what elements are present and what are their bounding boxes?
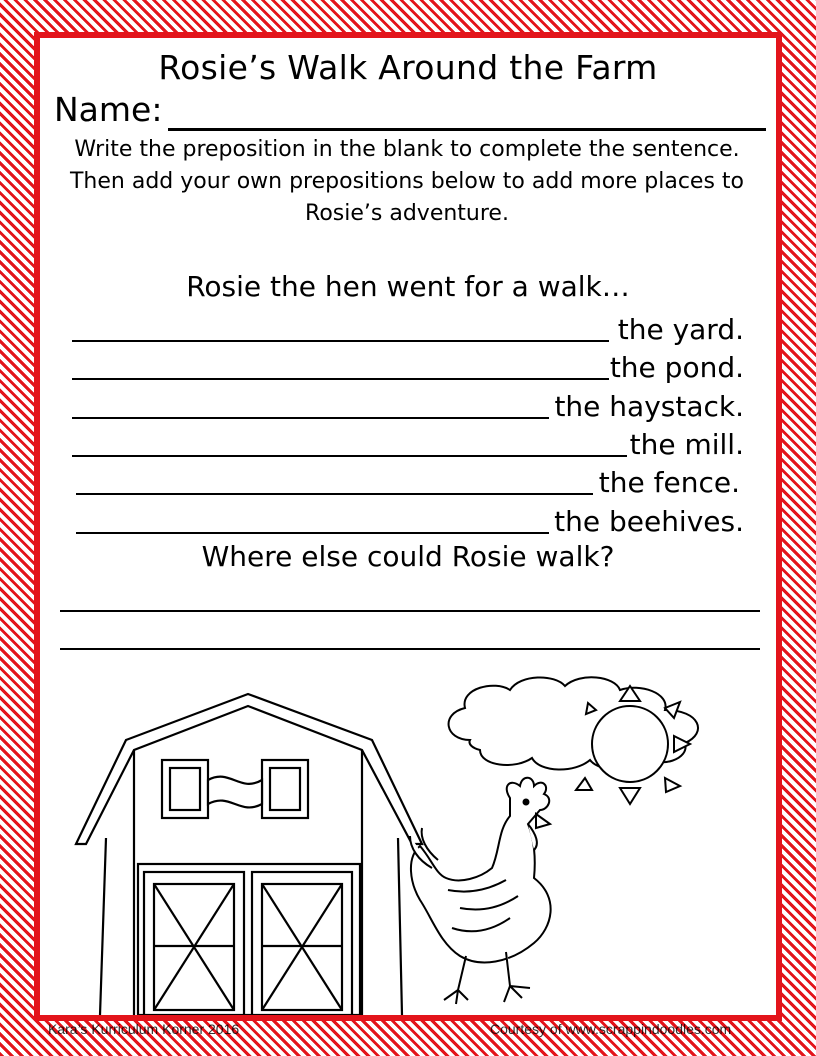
question: Where else could Rosie walk?: [201, 540, 615, 573]
barn-icon: [76, 694, 422, 1015]
lead-sentence: Rosie the hen went for a walk…: [186, 270, 630, 303]
sentence-ending: the pond.: [609, 351, 744, 384]
worksheet-title: Rosie’s Walk Around the Farm: [158, 48, 658, 87]
worksheet-frame: [34, 32, 782, 1021]
sentence-ending: the fence.: [598, 466, 740, 499]
footer-credit: Kara’s Kurriculum Korner 2016: [48, 1021, 240, 1037]
instructions: Write the preposition in the blank to complete the sentence. Then add your own prepositions below to add more places to Rosie’s adventure.: [69, 137, 745, 226]
rooster-icon: [410, 778, 551, 1004]
sentence-ending: the beehives.: [554, 505, 744, 538]
footer-source: Courtesy of www.scrappindoodles.com: [490, 1021, 732, 1037]
name-label: Name:: [54, 90, 163, 129]
farm-illustration: [40, 38, 776, 1015]
sentence-ending: the haystack.: [554, 390, 744, 423]
sentence-ending: the yard.: [617, 313, 744, 346]
sentence-ending: the mill.: [629, 428, 744, 461]
